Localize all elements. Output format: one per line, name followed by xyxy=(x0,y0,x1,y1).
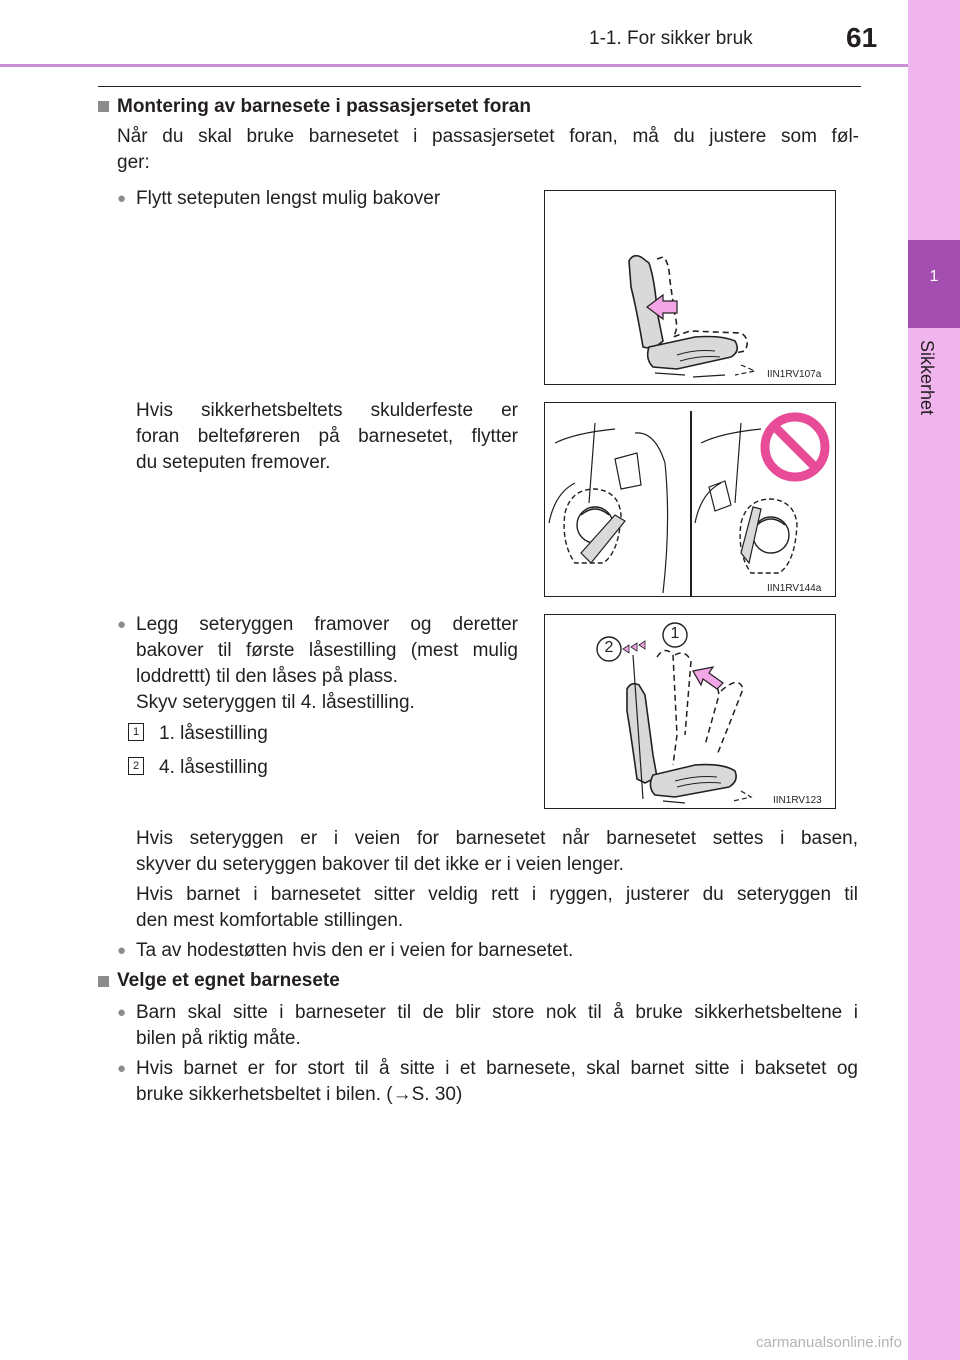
chapter-title: Sikkerhet xyxy=(917,340,937,416)
belt-position-illustration xyxy=(545,403,835,596)
heading-square-icon xyxy=(98,101,109,112)
callout-text: 1. låsestilling xyxy=(159,723,268,744)
section-heading-mounting: Montering av barnesete i passasjersetet foran xyxy=(117,96,531,117)
section-title: 1-1. For sikker bruk xyxy=(589,28,753,49)
callout-number: 2 xyxy=(128,757,144,775)
seatback-angle-illustration xyxy=(545,615,835,808)
bullet-text: Legg seteryggen framover og deretter xyxy=(136,614,518,635)
figure-code: IIN1RV144a xyxy=(767,583,822,594)
note-text: skyver du seteryggen bakover til det ikke er i veien lenger. xyxy=(136,854,624,875)
callout-text: 4. låsestilling xyxy=(159,757,268,778)
watermark: carmanualsonline.info xyxy=(756,1334,902,1351)
chapter-number: 1 xyxy=(929,268,939,285)
intro-text: Når du skal bruke barnesetet i passasjersetet foran, må du justere som føl- xyxy=(117,126,859,147)
bullet-text: bakover til første låsestilling (mest mulig xyxy=(136,640,518,661)
note-text: du seteputen fremover. xyxy=(136,452,331,473)
note-text: den mest komfortable stillingen. xyxy=(136,910,404,931)
header-divider xyxy=(0,64,908,67)
bullet-icon: ● xyxy=(117,1060,127,1077)
figure-seatback-angle xyxy=(544,614,836,809)
bullet-text: loddrettt) til den låses på plass. xyxy=(136,666,398,687)
figure-label-2: 2 xyxy=(604,639,614,656)
bullet-text: Skyv seteryggen til 4. låsestilling. xyxy=(136,692,415,713)
figure-code: IIN1RV123 xyxy=(773,795,822,806)
note-text: foran belteføreren på barnesetet, flytter xyxy=(136,426,518,447)
bullet-text: Flytt seteputen lengst mulig bakover xyxy=(136,188,441,209)
seat-slide-illustration xyxy=(545,191,835,384)
bullet-icon: ● xyxy=(117,942,127,959)
note-text: Hvis sikkerhetsbeltets skulderfeste er xyxy=(136,400,518,421)
figure-code: IIN1RV107a xyxy=(767,369,822,380)
figure-label-1: 1 xyxy=(670,625,680,642)
figure-seat-slide xyxy=(544,190,836,385)
bullet-text: Hvis barnet er for stort til å sitte i et barnesete, skal barnet sitte i baksetet og xyxy=(136,1058,858,1079)
bullet-icon: ● xyxy=(117,1004,127,1021)
bullet-text: Ta av hodestøtten hvis den er i veien for barnesetet. xyxy=(136,940,574,961)
figure-belt-position xyxy=(544,402,836,597)
bullet-text: Barn skal sitte i barneseter til de blir store nok til å bruke sikkerhetsbeltene i xyxy=(136,1002,858,1023)
note-text: Hvis barnet i barnesetet sitter veldig rett i ryggen, justerer du seteryggen til xyxy=(136,884,858,905)
intro-text-cont: ger: xyxy=(117,152,150,173)
bullet-icon: ● xyxy=(117,190,127,207)
chapter-tab-strip xyxy=(908,0,960,1360)
page-number: 61 xyxy=(846,22,878,53)
callout-number: 1 xyxy=(128,723,144,741)
heading-square-icon xyxy=(98,976,109,987)
section-rule xyxy=(98,86,861,87)
section-heading-choose: Velge et egnet barnesete xyxy=(117,970,340,991)
bullet-text: bilen på riktig måte. xyxy=(136,1028,301,1049)
bullet-text: bruke sikkerhetsbeltet i bilen. (→S. 30) xyxy=(136,1084,463,1105)
note-text: Hvis seteryggen er i veien for barnesetet når barnesetet settes i basen, xyxy=(136,828,858,849)
bullet-icon: ● xyxy=(117,616,127,633)
